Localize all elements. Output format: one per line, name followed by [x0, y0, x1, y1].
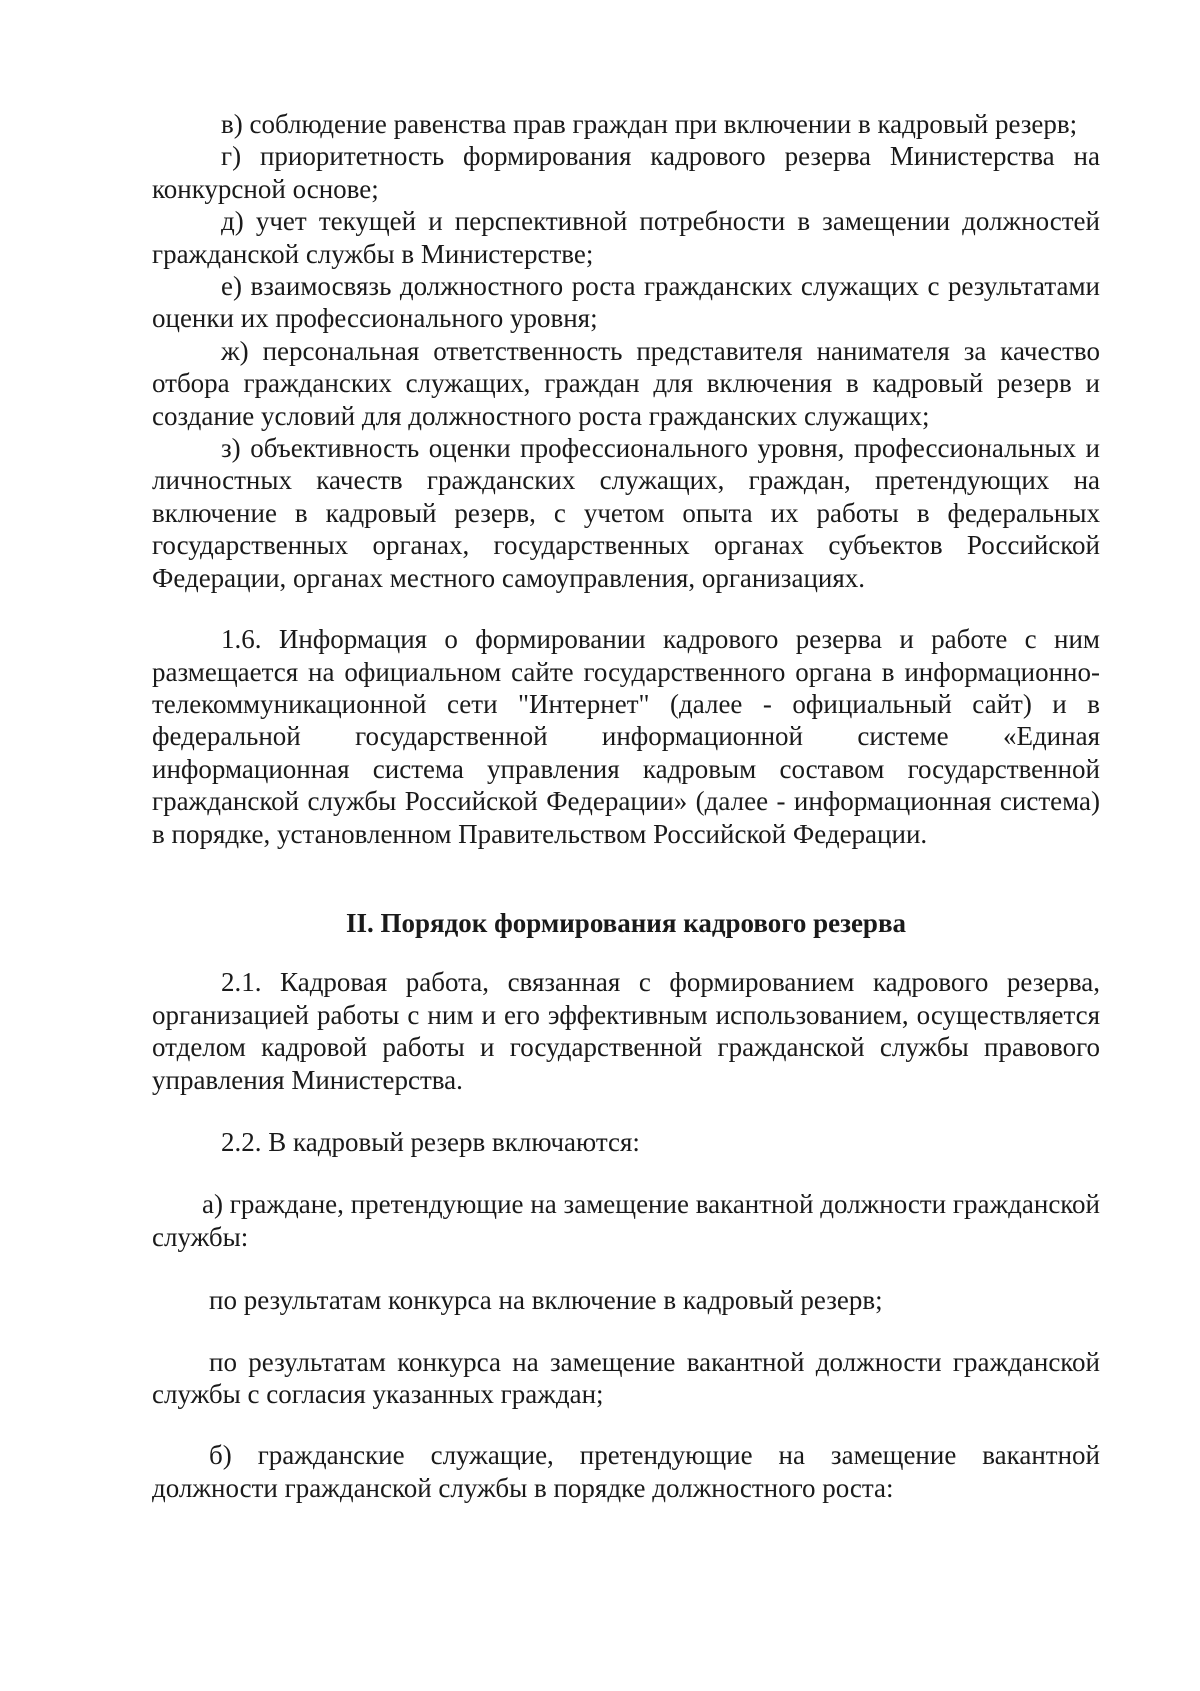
paragraph-2-2: 2.2. В кадровый резерв включаются: [221, 1126, 640, 1157]
paragraph-po-1: по результатам конкурса на включение в кадровый резерв; [209, 1285, 883, 1316]
section-heading-2: II. Порядок формирования кадрового резерва [345, 907, 907, 938]
paragraph-po-2: по результатам конкурса на замещение вакантной должности гражданской службы с согласия указанных граждан; [152, 1346, 1100, 1409]
paragraph-1-6: 1.6. Информация о формировании кадрового резерва и работе с ним размещается на официальном сайте государственного органа в информационно-телекоммуникационной сети "Интернет" (далее - официальный сайт) и в федеральной государственной информационной системе «Единая информационная система управления кадровым составом государственной гражданской службы Российской Федерации» (далее - информационная система) в порядке, установленном Правительством Российской Федерации. [152, 624, 1100, 849]
paragraph-b: б) гражданские служащие, претендующие на замещение вакантной должности гражданской службы в порядке должностного роста: [152, 1440, 1100, 1503]
paragraph-v: в) соблюдение равенства прав граждан при включении в кадровый резерв; [221, 109, 1078, 139]
paragraph-e: е) взаимосвязь должностного роста гражданских служащих с результатами оценки их профессионального уровня; [152, 271, 1100, 334]
document-page [152, 108, 1100, 1504]
paragraph-a: а) граждане, претендующие на замещение вакантной должности гражданской службы: [152, 1189, 1100, 1252]
paragraph-zh: ж) персональная ответственность представителя нанимателя за качество отбора гражданских служащих, граждан для включения в кадровый резерв и создание условий для должностного роста гражданских служащих; [152, 335, 1100, 431]
paragraph-d: д) учет текущей и перспективной потребности в замещении должностей гражданской службы в Министерстве; [152, 206, 1100, 269]
paragraph-z: з) объективность оценки профессионального уровня, профессиональных и личностных качеств гражданских служащих, граждан, претендующих на включение в кадровый резерв, с учетом опыта их работы в федеральных государственных органах, государственных органах субъектов Российской Федерации, органах местного самоуправления, организациях. [152, 433, 1100, 593]
paragraph-2-1: 2.1. Кадровая работа, связанная с формированием кадрового резерва, организацией работы с ним и его эффективным использованием, осуществляется отделом кадровой работы и государственной гражданской службы правового управления Министерства. [152, 967, 1100, 1095]
paragraph-g: г) приоритетность формирования кадрового резерва Министерства на конкурсной основе; [152, 141, 1100, 204]
